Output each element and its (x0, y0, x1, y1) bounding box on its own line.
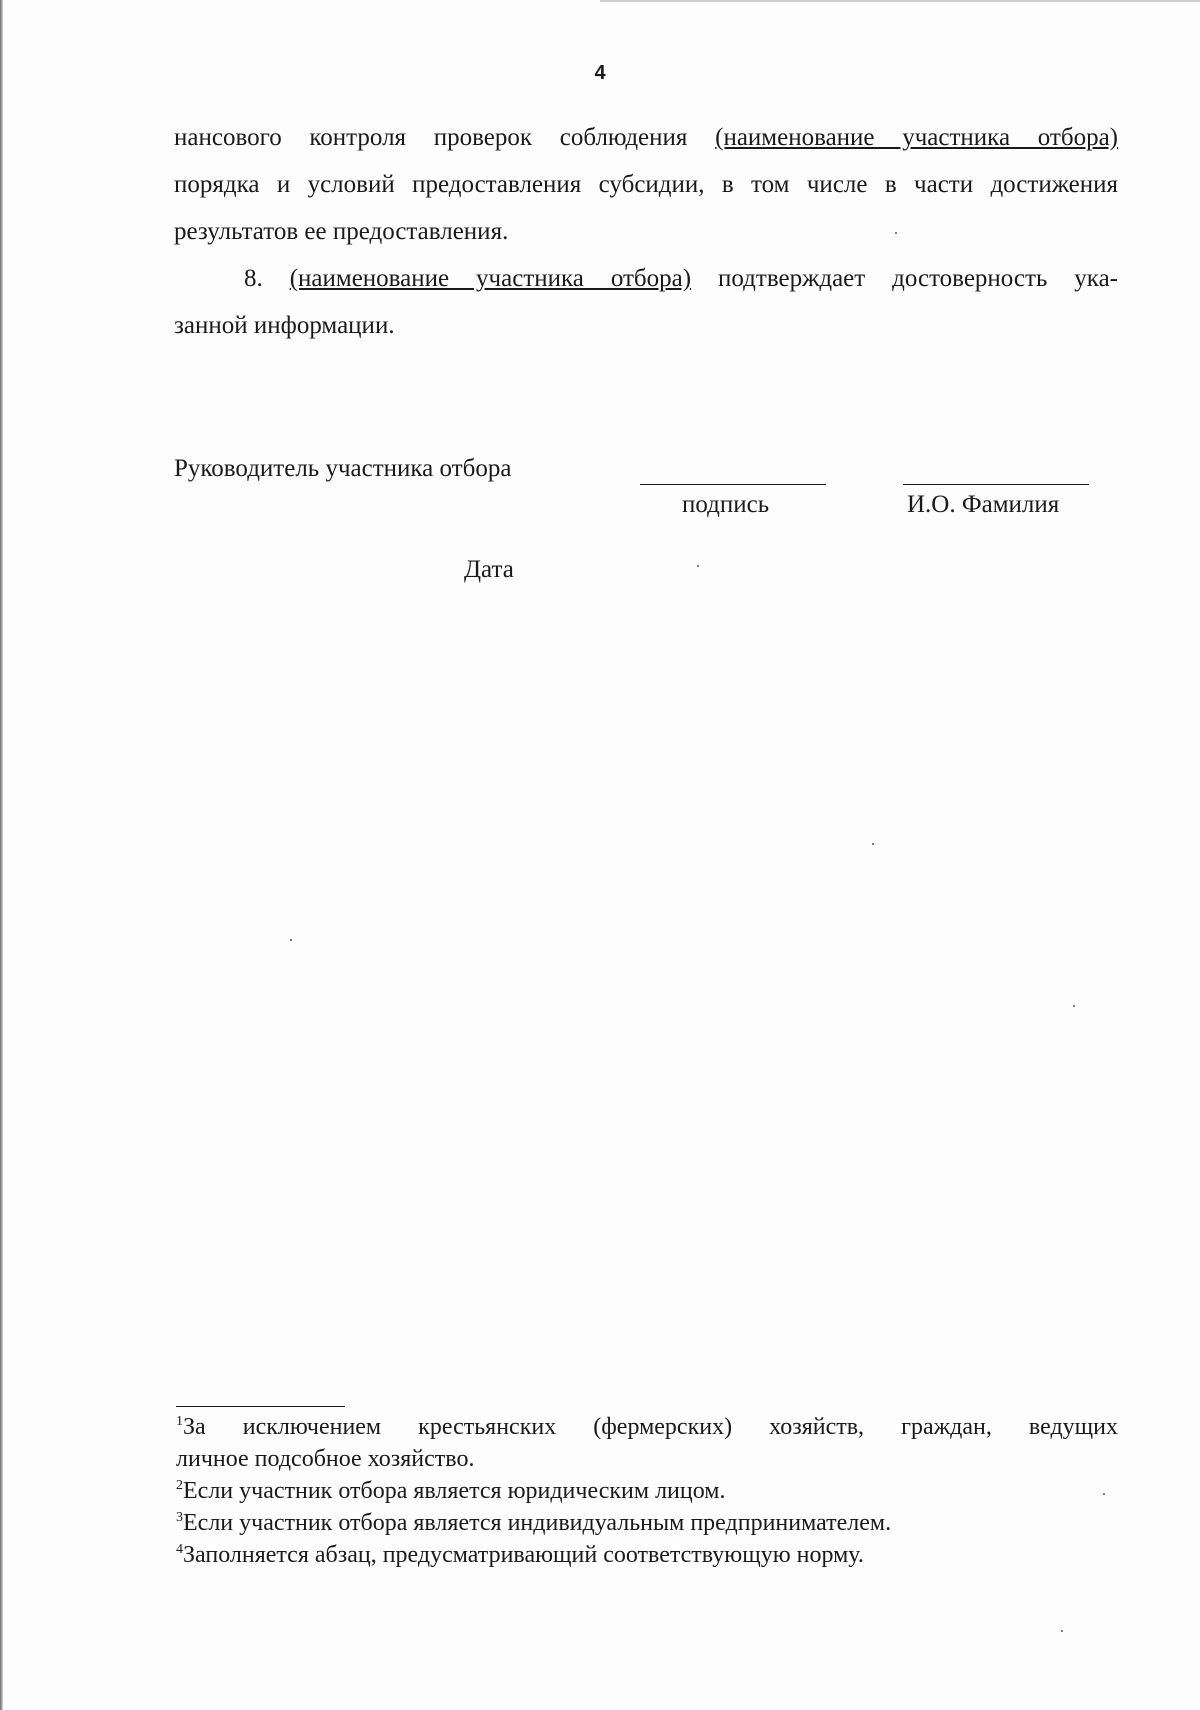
footnote-3 (176, 1507, 1118, 1539)
paragraph-7-line-1 (174, 114, 1118, 161)
footnote-separator (176, 1406, 345, 1407)
footnote-text: За исключением крестьянских (фермерских) хозяйств, граждан, ведущих (183, 1414, 1118, 1440)
paragraph-8-line-2: занной информации. (174, 312, 395, 339)
footnote-marker: 4 (176, 1542, 183, 1557)
body-text (174, 114, 1118, 349)
paragraph-7-text: нансового контроля проверок соблюдения (174, 124, 716, 151)
scan-edge-top (600, 0, 1200, 2)
paragraph-8-text: подтверждает достоверность ука- (691, 265, 1118, 292)
date-label: Дата (464, 556, 514, 583)
signature-caption: подпись (682, 491, 770, 518)
scan-speckle (697, 565, 699, 567)
footnote-text: Заполняется абзац, предусматривающий соответствующую норму. (183, 1542, 864, 1568)
footnote-text: Если участник отбора является индивидуальным предпринимателем. (183, 1510, 892, 1536)
page-number: 4 (594, 62, 606, 84)
footnote-marker: 2 (176, 1478, 183, 1493)
participant-name-placeholder: (наименование участника отбора) (289, 265, 692, 292)
name-blank-line (903, 484, 1089, 485)
scan-edge-left (0, 0, 3, 1710)
scan-speckle (1103, 1493, 1105, 1495)
participant-name-placeholder: (наименование участника отбора) (715, 124, 1118, 151)
name-caption: И.О. Фамилия (907, 491, 1060, 518)
paragraph-7-line-3: результатов ее предоставления. (174, 218, 509, 245)
footnote-4 (176, 1539, 1118, 1571)
paragraph-7-line-2: порядка и условий предоставления субсидии, в том числе в части достижения (174, 171, 1118, 198)
signature-blank-line (640, 484, 826, 485)
scan-speckle (1061, 1630, 1063, 1632)
scan-speckle (872, 843, 874, 845)
footnote-2 (176, 1475, 1118, 1507)
scan-speckle (1073, 1005, 1075, 1007)
footnote-marker: 3 (176, 1510, 183, 1525)
footnote-1-line-1 (176, 1411, 1118, 1443)
footnotes (176, 1411, 1118, 1571)
scan-speckle (290, 939, 292, 941)
footnote-marker: 1 (176, 1414, 183, 1429)
paragraph-8-number: 8. (244, 265, 290, 292)
scan-speckle (895, 232, 897, 234)
footnote-text: Если участник отбора является юридическим лицом. (183, 1478, 726, 1504)
signatory-role-label: Руководитель участника отбора (174, 455, 512, 482)
footnote-1-line-2: личное подсобное хозяйство. (176, 1446, 475, 1472)
paragraph-8-line-1 (174, 255, 1118, 302)
